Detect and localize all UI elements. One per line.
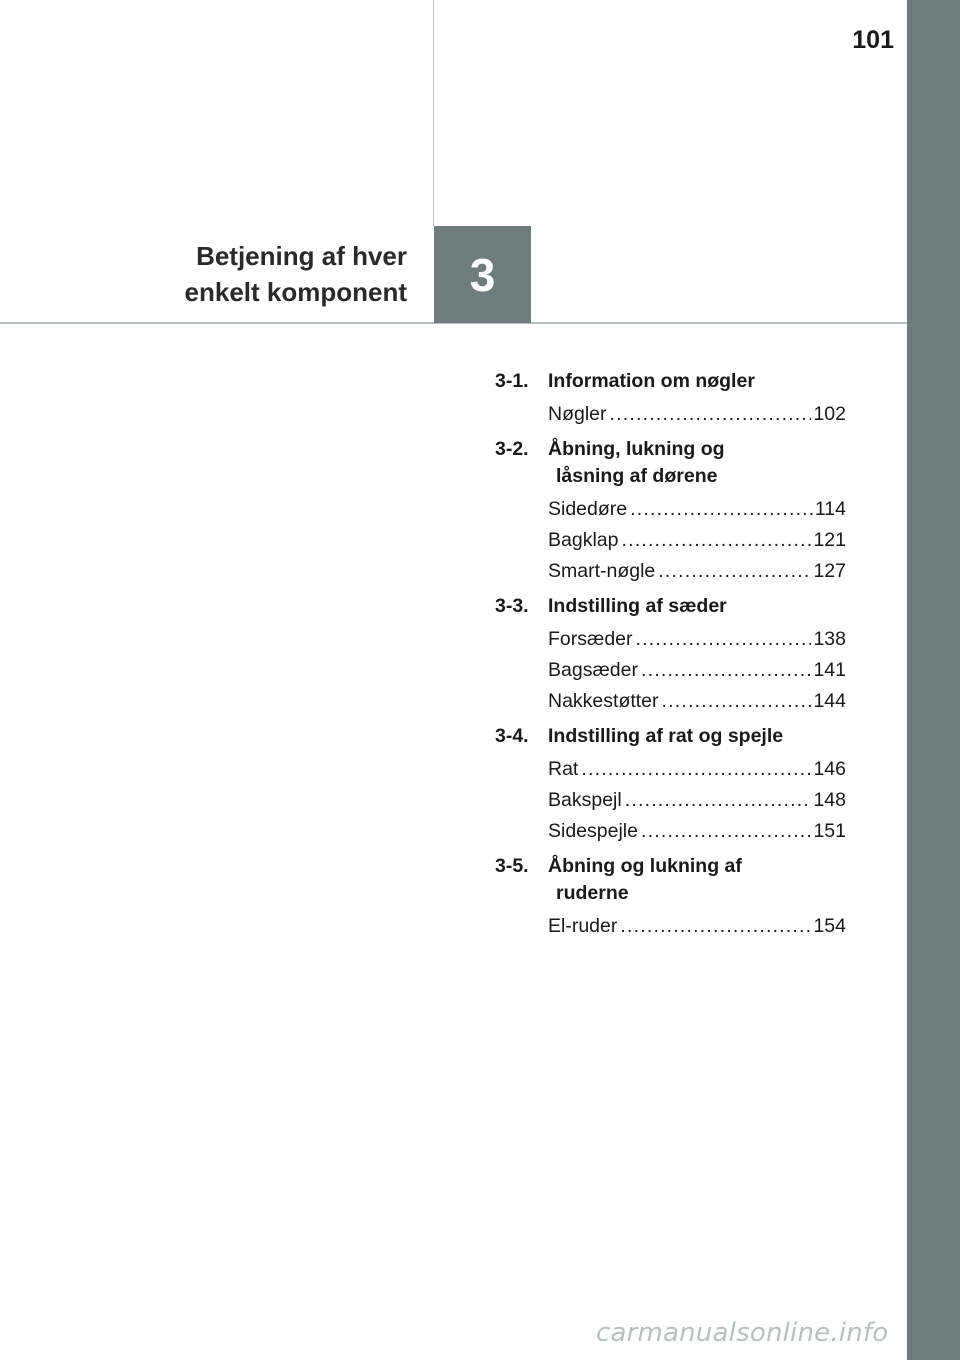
page-number: 101 [852, 26, 894, 54]
toc-entry-page: 148 [813, 789, 846, 811]
toc-section [495, 436, 846, 587]
toc-section-number: 3-3. [495, 595, 529, 617]
chapter-title-line: Betjening af hver [196, 241, 407, 271]
vertical-divider [433, 0, 434, 226]
toc-entry-leader [630, 494, 813, 525]
toc-section [495, 853, 846, 942]
toc-section-number: 3-5. [495, 855, 529, 877]
toc-entry[interactable] [548, 911, 846, 942]
toc-entry[interactable] [548, 686, 846, 717]
toc-section-number: 3-1. [495, 370, 529, 392]
chapter-title [7, 238, 407, 310]
toc-entry-label: Nøgler [548, 403, 607, 425]
toc-entry-page: 154 [813, 915, 846, 937]
toc-entry-page: 144 [813, 690, 846, 712]
toc-section-number: 3-4. [495, 725, 529, 747]
toc-entry-leader [625, 785, 812, 816]
toc-section-title-line: Information om nøgler [548, 370, 755, 392]
toc-entry[interactable] [548, 785, 846, 816]
toc-entry-leader [636, 624, 812, 655]
toc-entry-leader [621, 525, 811, 556]
toc-entry-leader [641, 655, 811, 686]
toc-entry-leader [620, 911, 811, 942]
toc-entry-leader [658, 556, 811, 587]
toc-entry-page: 138 [813, 628, 846, 650]
toc-section-title-line: Indstilling af sæder [548, 595, 727, 617]
toc-section-title-line: låsning af dørene [556, 465, 718, 487]
chapter-number-badge: 3 [434, 226, 531, 323]
toc-section-title-line: Åbning og lukning af [548, 855, 742, 877]
toc-section-number: 3-2. [495, 438, 529, 460]
toc-entry[interactable] [548, 399, 846, 430]
toc-entry-label: Rat [548, 758, 579, 780]
table-of-contents [495, 368, 846, 948]
toc-entry-label: Sidedøre [548, 498, 628, 520]
toc-section [495, 593, 846, 717]
toc-section [495, 368, 846, 430]
toc-section-heading [495, 368, 846, 395]
toc-section-heading [495, 436, 846, 490]
toc-entry-leader [581, 754, 811, 785]
toc-entry-label: Forsæder [548, 628, 633, 650]
chapter-title-line: enkelt komponent [184, 277, 407, 307]
toc-entry-label: Smart-nøgle [548, 560, 656, 582]
toc-entry-page: 151 [813, 820, 846, 842]
toc-entry[interactable] [548, 556, 846, 587]
toc-entry-label: Nakkestøtter [548, 690, 659, 712]
toc-section-title [548, 436, 846, 490]
toc-entry-page: 102 [813, 403, 846, 425]
toc-section-title [548, 723, 846, 750]
toc-section-heading [495, 723, 846, 750]
toc-section-title-line: Åbning, lukning og [548, 438, 725, 460]
toc-section-title [548, 368, 846, 395]
toc-section-title-line: ruderne [556, 882, 629, 904]
toc-section [495, 723, 846, 847]
toc-entry-page: 127 [813, 560, 846, 582]
toc-section-heading [495, 853, 846, 907]
toc-entry[interactable] [548, 624, 846, 655]
toc-entry-leader [641, 816, 811, 847]
toc-section-title [548, 853, 846, 907]
toc-entry[interactable] [548, 754, 846, 785]
toc-entry-label: Bakspejl [548, 789, 622, 811]
toc-entry-page: 121 [813, 529, 846, 551]
toc-section-title-line: Indstilling af rat og spejle [548, 725, 784, 747]
toc-section-heading [495, 593, 846, 620]
toc-entry-label: Sidespejle [548, 820, 638, 842]
toc-entry-leader [662, 686, 812, 717]
toc-entry[interactable] [548, 494, 846, 525]
toc-entry[interactable] [548, 655, 846, 686]
toc-entry-label: El-ruder [548, 915, 618, 937]
chapter-side-tab [907, 0, 960, 1360]
toc-entry-label: Bagklap [548, 529, 619, 551]
watermark: carmanualsonline.info [596, 1318, 889, 1348]
toc-section-title [548, 593, 846, 620]
toc-entry-page: 141 [813, 659, 846, 681]
toc-entry-label: Bagsæder [548, 659, 638, 681]
toc-entry[interactable] [548, 816, 846, 847]
toc-entry-page: 146 [813, 758, 846, 780]
toc-entry-page: 114 [814, 498, 846, 520]
toc-entry-leader [610, 399, 812, 430]
toc-entry[interactable] [548, 525, 846, 556]
